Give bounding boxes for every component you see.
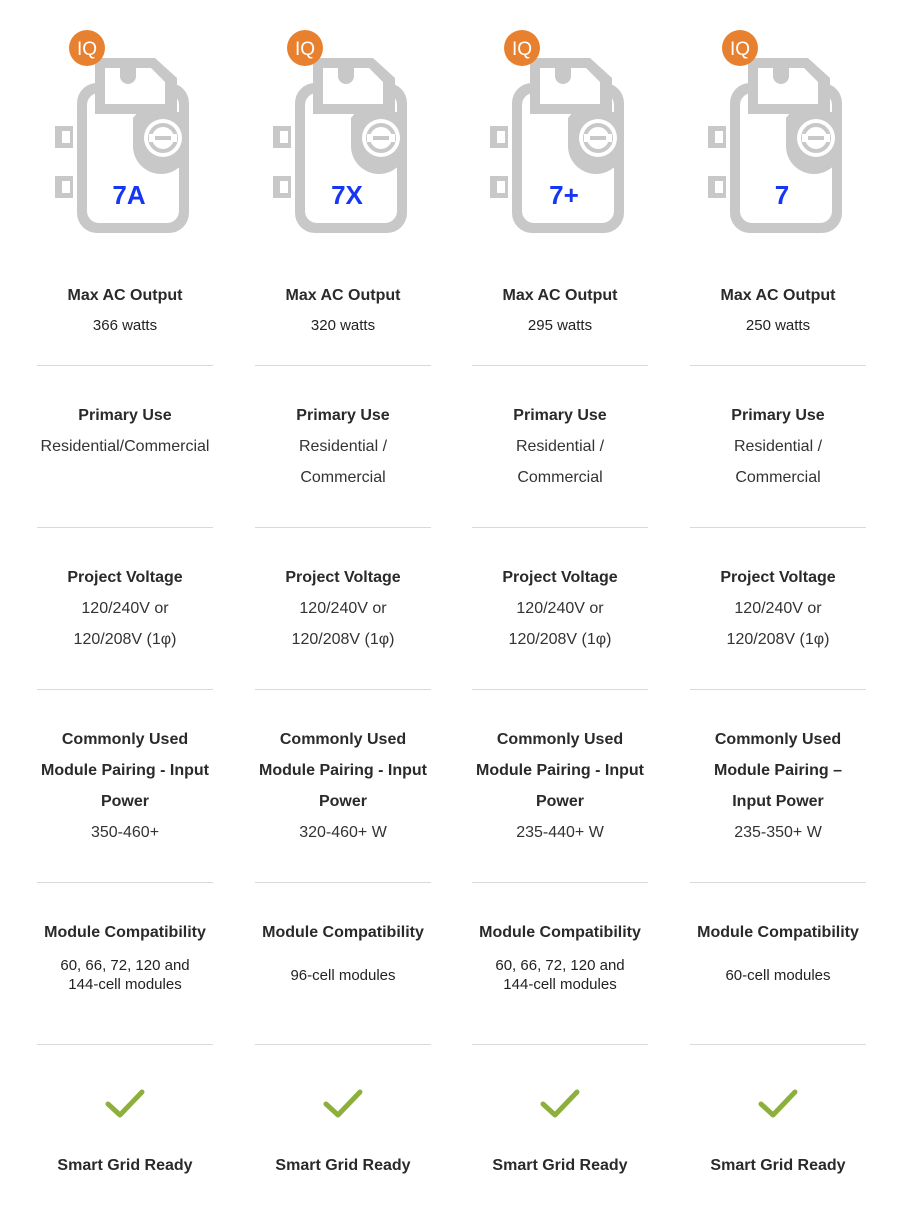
smart-grid-label: Smart Grid Ready <box>710 1157 846 1174</box>
divider <box>37 527 213 528</box>
divider <box>472 882 648 883</box>
iq-badge-text: IQ <box>76 39 98 60</box>
smart-grid-label: Smart Grid Ready <box>275 1157 411 1174</box>
pairing-value: 235-350+ W <box>734 824 822 841</box>
divider <box>255 1044 431 1045</box>
iq-badge-text: IQ <box>294 39 316 60</box>
compat-value: 144-cell modules <box>68 976 182 993</box>
max-ac-label: Max AC Output <box>67 287 183 304</box>
pairing-label: Module Pairing - Input <box>476 762 644 779</box>
product-column-7 <box>690 0 866 1216</box>
pairing-section <box>27 724 223 848</box>
compat-value: 60, 66, 72, 120 and <box>495 957 625 974</box>
compat-value: 144-cell modules <box>503 976 617 993</box>
compat-section <box>245 917 441 985</box>
voltage-value: 120/240V or <box>299 600 387 617</box>
pairing-label: Commonly Used <box>714 731 842 748</box>
voltage-label: Project Voltage <box>285 569 401 586</box>
primary-use-section <box>680 400 876 493</box>
divider <box>37 882 213 883</box>
voltage-value: 120/240V or <box>81 600 169 617</box>
max-ac-section <box>680 280 876 341</box>
pairing-section <box>245 724 441 848</box>
primary-use-value: Residential/Commercial <box>40 438 210 455</box>
model-name: 7 <box>774 180 790 210</box>
primary-use-label: Primary Use <box>78 407 172 424</box>
primary-use-section <box>245 400 441 493</box>
divider <box>255 689 431 690</box>
compat-value: 60, 66, 72, 120 and <box>60 957 190 974</box>
pairing-label: Power <box>100 793 149 810</box>
pairing-section <box>680 724 876 848</box>
pairing-label: Commonly Used <box>61 731 189 748</box>
max-ac-section <box>462 280 658 341</box>
microinverter-icon <box>53 28 193 243</box>
primary-use-label: Primary Use <box>731 407 825 424</box>
primary-use-value: Commercial <box>517 469 603 486</box>
smart-grid-label: Smart Grid Ready <box>57 1157 193 1174</box>
compat-value: 60-cell modules <box>725 967 831 984</box>
voltage-value: 120/208V (1φ) <box>291 631 395 648</box>
compat-section <box>680 917 876 985</box>
primary-use-value: Residential / <box>298 438 388 455</box>
divider <box>690 882 866 883</box>
pairing-label: Input Power <box>732 793 824 810</box>
voltage-label: Project Voltage <box>67 569 183 586</box>
divider <box>37 1044 213 1045</box>
primary-use-value: Commercial <box>300 469 386 486</box>
divider <box>255 882 431 883</box>
pairing-value: 320-460+ W <box>299 824 387 841</box>
voltage-label: Project Voltage <box>502 569 618 586</box>
checkmark-icon <box>323 1088 363 1120</box>
voltage-value: 120/208V (1φ) <box>726 631 830 648</box>
max-ac-value: 250 watts <box>745 317 811 334</box>
divider <box>472 365 648 366</box>
max-ac-section <box>27 280 223 341</box>
model-name: 7A <box>112 180 146 210</box>
max-ac-label: Max AC Output <box>285 287 401 304</box>
divider <box>37 365 213 366</box>
primary-use-label: Primary Use <box>513 407 607 424</box>
compat-value: 96-cell modules <box>290 967 396 984</box>
microinverter-icon <box>706 28 846 243</box>
pairing-label: Power <box>318 793 367 810</box>
microinverter-icon <box>488 28 628 243</box>
compat-label: Module Compatibility <box>479 924 641 941</box>
divider <box>690 527 866 528</box>
primary-use-value: Commercial <box>735 469 821 486</box>
max-ac-value: 320 watts <box>310 317 376 334</box>
primary-use-section <box>462 400 658 493</box>
primary-use-label: Primary Use <box>296 407 390 424</box>
divider <box>690 689 866 690</box>
pairing-value: 350-460+ <box>90 824 160 841</box>
voltage-value: 120/240V or <box>734 600 822 617</box>
max-ac-label: Max AC Output <box>720 287 836 304</box>
max-ac-value: 295 watts <box>527 317 593 334</box>
voltage-section <box>462 562 658 655</box>
product-column-7a <box>37 0 213 1216</box>
divider <box>690 365 866 366</box>
divider <box>472 527 648 528</box>
voltage-value: 120/240V or <box>516 600 604 617</box>
pairing-label: Module Pairing - Input <box>259 762 427 779</box>
smart-grid-label: Smart Grid Ready <box>492 1157 628 1174</box>
pairing-label: Commonly Used <box>279 731 407 748</box>
pairing-value: 235-440+ W <box>516 824 604 841</box>
microinverter-icon <box>271 28 411 243</box>
compat-section <box>27 917 223 994</box>
voltage-value: 120/208V (1φ) <box>73 631 177 648</box>
compat-label: Module Compatibility <box>262 924 424 941</box>
checkmark-icon <box>540 1088 580 1120</box>
divider <box>472 1044 648 1045</box>
pairing-label: Power <box>535 793 584 810</box>
voltage-section <box>680 562 876 655</box>
product-column-7plus <box>472 0 648 1216</box>
pairing-label: Module Pairing – <box>713 762 842 779</box>
pairing-section <box>462 724 658 848</box>
pairing-label: Commonly Used <box>496 731 624 748</box>
divider <box>255 365 431 366</box>
voltage-label: Project Voltage <box>720 569 836 586</box>
voltage-section <box>27 562 223 655</box>
max-ac-section <box>245 280 441 341</box>
product-column-7x <box>255 0 431 1216</box>
model-name: 7+ <box>549 180 579 210</box>
compat-section <box>462 917 658 994</box>
iq-badge-text: IQ <box>511 39 533 60</box>
compat-label: Module Compatibility <box>44 924 206 941</box>
pairing-label: Module Pairing - Input <box>41 762 209 779</box>
compat-label: Module Compatibility <box>697 924 859 941</box>
iq-badge-text: IQ <box>729 39 751 60</box>
divider <box>255 527 431 528</box>
max-ac-value: 366 watts <box>92 317 158 334</box>
model-name: 7X <box>331 180 363 210</box>
primary-use-value: Residential / <box>515 438 605 455</box>
divider <box>37 689 213 690</box>
voltage-section <box>245 562 441 655</box>
primary-use-section <box>27 400 223 462</box>
divider <box>690 1044 866 1045</box>
primary-use-value: Residential / <box>733 438 823 455</box>
checkmark-icon <box>758 1088 798 1120</box>
checkmark-icon <box>105 1088 145 1120</box>
max-ac-label: Max AC Output <box>502 287 618 304</box>
voltage-value: 120/208V (1φ) <box>508 631 612 648</box>
divider <box>472 689 648 690</box>
